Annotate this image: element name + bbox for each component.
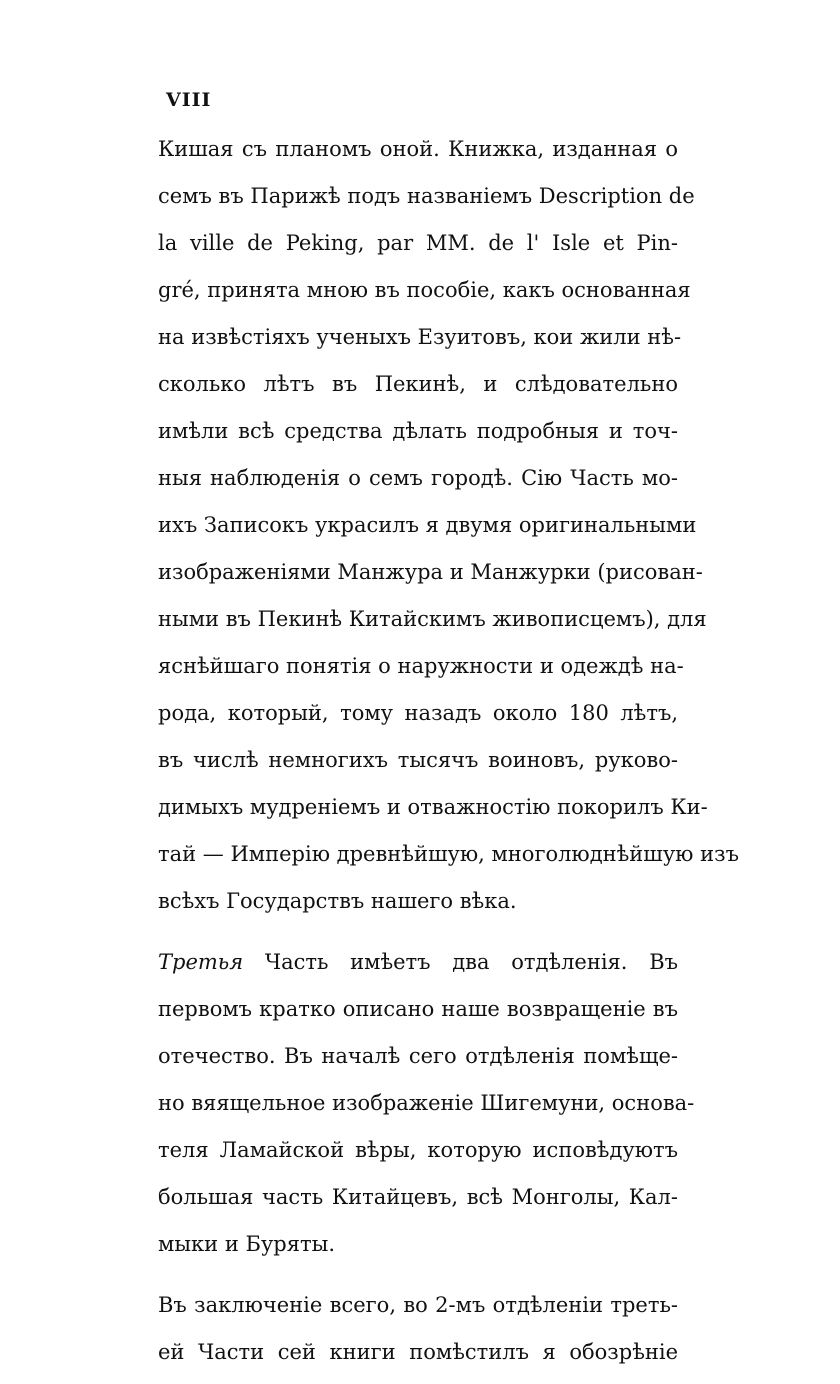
text-line: Въ заключеніе всего, во 2-мъ отдѣленіи треть- [158, 1293, 678, 1317]
page-number: VIII [166, 89, 212, 111]
paragraph-gap [158, 933, 678, 947]
text-line: но вяящельное изображеніе Шигемуни, основа- [158, 1091, 695, 1115]
line-rest: Часть имѣетъ два отдѣленія. Въ [264, 950, 678, 974]
text-line: въ числѣ немногихъ тысячъ воиновъ, руково- [158, 748, 678, 772]
text-line: gré, принята мною въ пособіе, какъ основанная [158, 278, 691, 302]
text-line: Кишая съ планомъ оной. Книжка, изданная о [158, 137, 678, 161]
text-line: теля Ламайской вѣры, которую исповѣдуютъ [158, 1138, 678, 1162]
text-line: рода, который, тому назадъ около 180 лѣтъ, [158, 701, 678, 725]
text-line: мыки и Буряты. [158, 1232, 336, 1256]
text-line: яснѣйшаго понятія о наружности и одеждѣ на- [158, 654, 684, 678]
text-line: димыхъ мудреніемъ и отважностію покорилъ Ки- [158, 795, 708, 819]
text-line: ныя наблюденія о семъ городѣ. Сію Часть мо- [158, 466, 678, 490]
text-line: отечество. Въ началѣ сего отдѣленія помѣще- [158, 1044, 678, 1068]
text-line: имѣли всѣ средства дѣлать подробныя и точ- [158, 419, 678, 443]
text-line: изображеніями Манжура и Манжурки (рисован- [158, 560, 703, 584]
text-line: на извѣстіяхъ ученыхъ Езуитовъ, кои жили нѣ- [158, 325, 682, 349]
text-line: ей Части сей книги помѣстилъ я обозрѣніе [158, 1340, 678, 1364]
text-line-first [158, 947, 678, 994]
text-line: ихъ Записокъ украсилъ я двумя оригинальными [158, 513, 697, 537]
text-line: сколько лѣтъ въ Пекинѣ, и слѣдовательно [158, 372, 678, 396]
paragraph-3 [158, 1290, 678, 1384]
text-line: тай — Имперію древнѣйшую, многолюднѣйшую изъ [158, 842, 739, 866]
paragraph-gap [158, 1276, 678, 1290]
italic-lead-word: Третья [158, 950, 244, 974]
paragraph-2 [158, 947, 695, 1276]
text-line: большая часть Китайцевъ, всѣ Монголы, Кал- [158, 1185, 678, 1209]
text-line: la ville de Peking, par MM. de l' Isle et Pin- [158, 231, 678, 255]
text-line: семъ въ Парижѣ подъ названіемъ Description de [158, 184, 695, 208]
text-line: всѣхъ Государствъ нашего вѣка. [158, 889, 517, 913]
body-text [158, 134, 739, 1384]
text-line: первомъ кратко описано наше возвращеніе въ [158, 997, 678, 1021]
text-line: ными въ Пекинѣ Китайскимъ живописцемъ), для [158, 607, 707, 631]
paragraph-1 [158, 134, 739, 933]
